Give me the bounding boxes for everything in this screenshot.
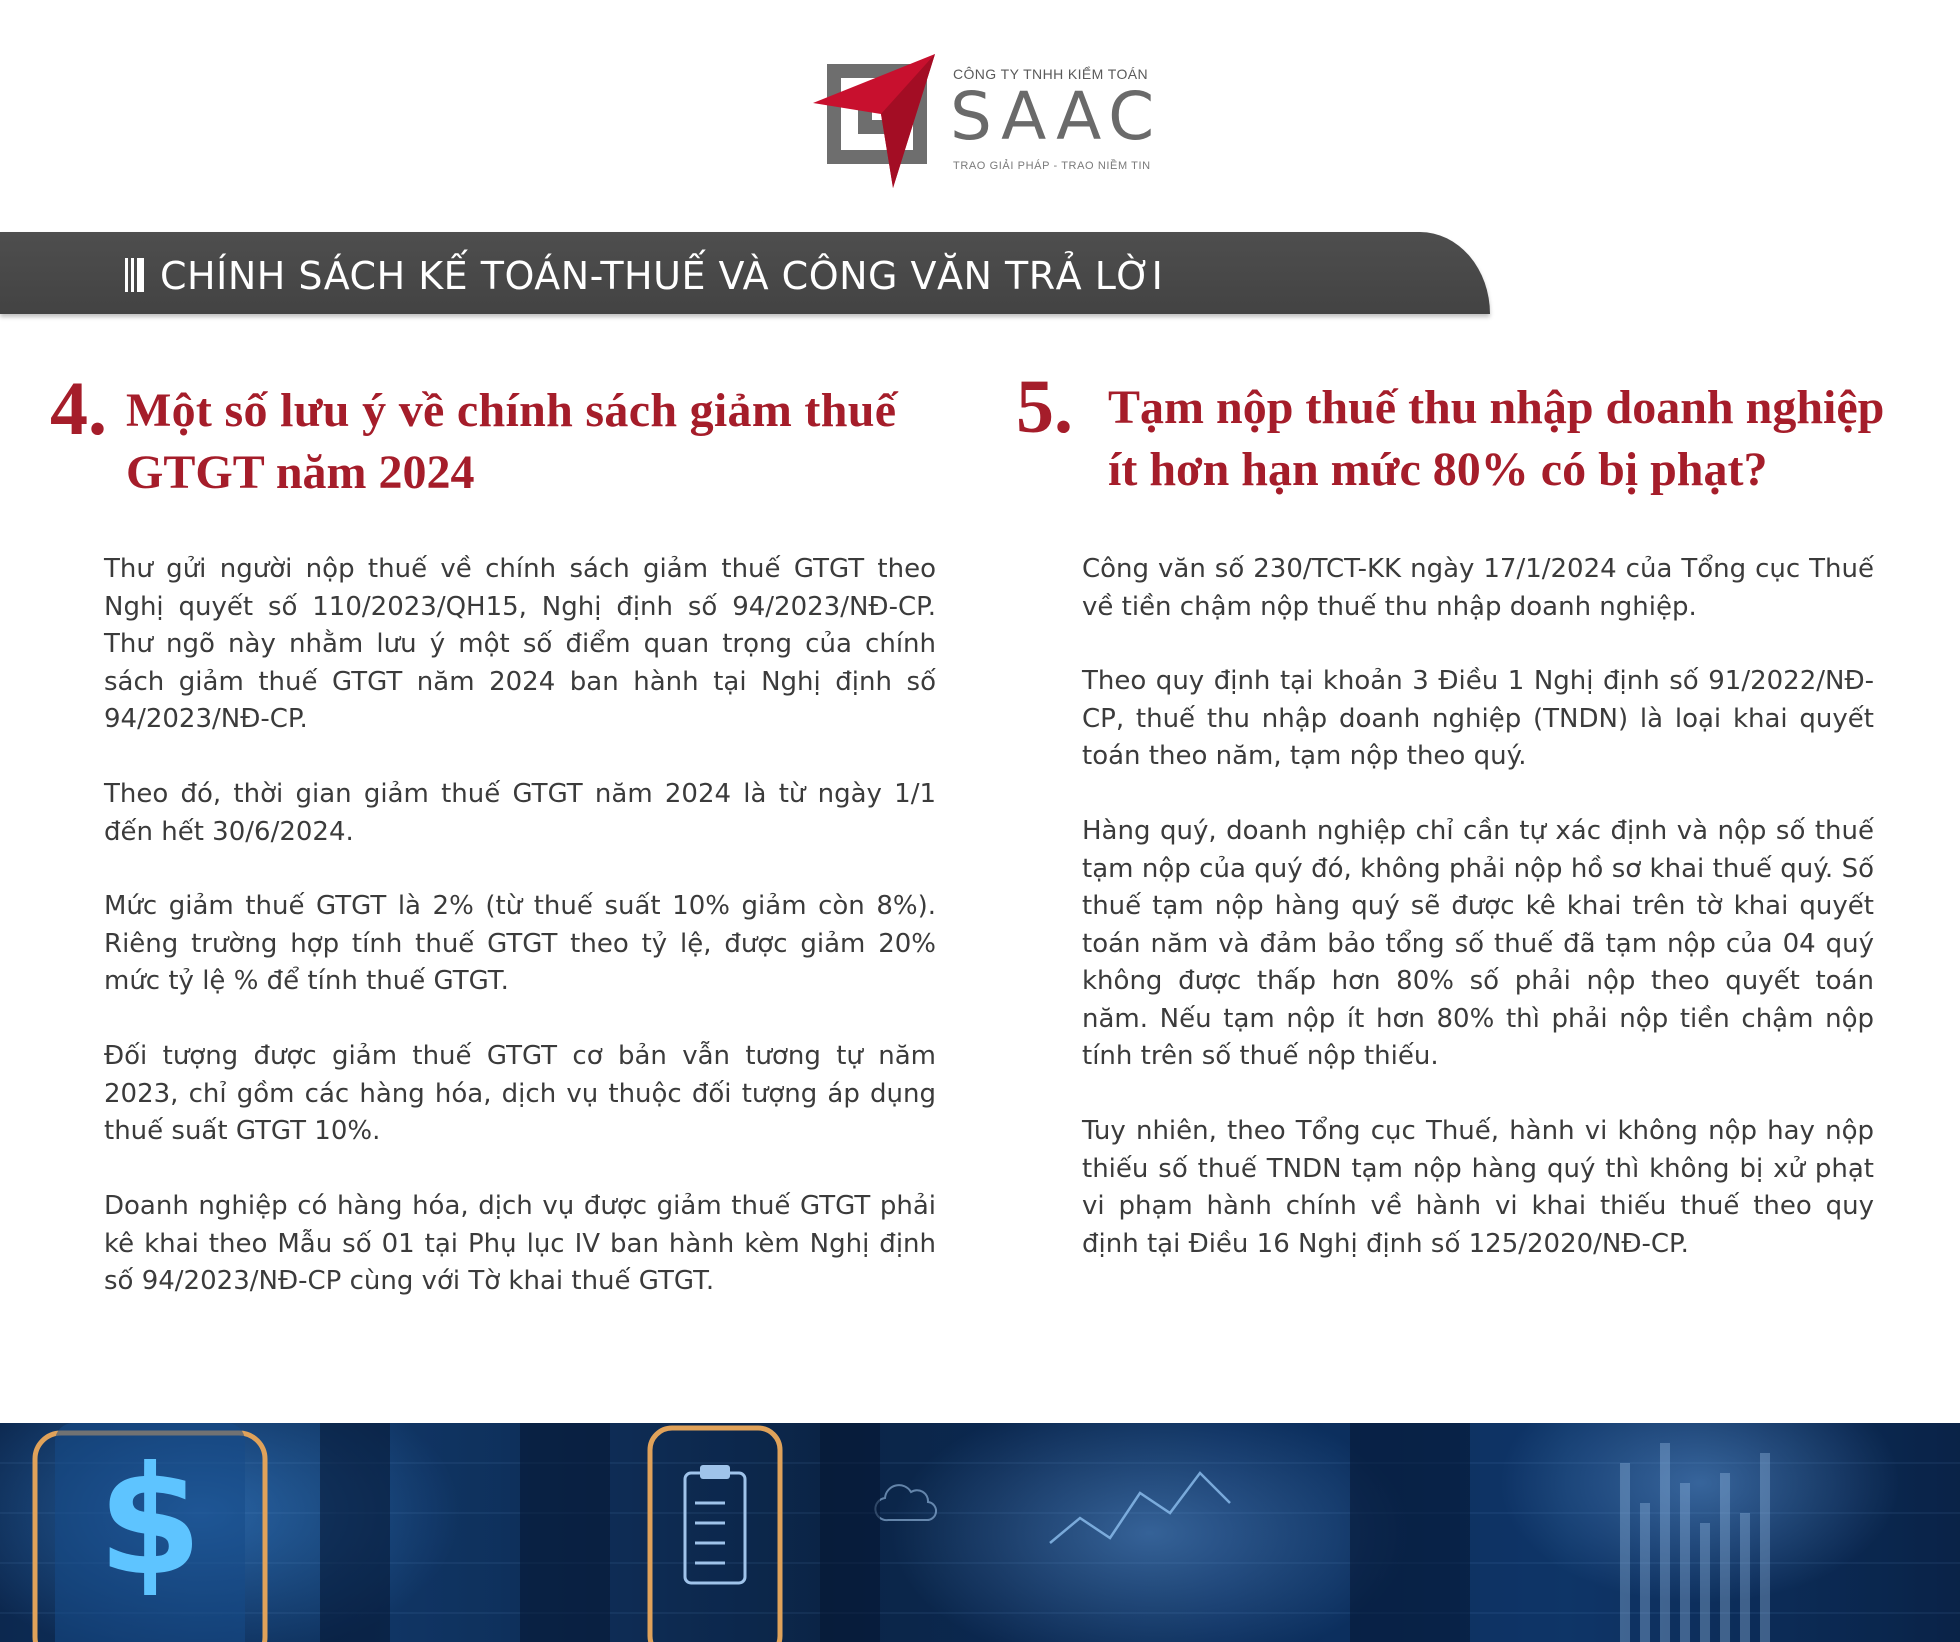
section-banner [0, 232, 1490, 314]
article-paragraph: Công văn số 230/TCT-KK ngày 17/1/2024 của Tổng cục Thuế về tiền chậm nộp thuế thu nhập doanh nghiệp. [1082, 554, 1874, 622]
article-paragraph: Theo quy định tại khoản 3 Điều 1 Nghị định số 91/2022/NĐ-CP, thuế thu nhập doanh nghiệp (TNDN) là loại khai quyết toán theo năm, tạm nộp theo quý. [1082, 666, 1874, 771]
brand-name: SAAC [950, 78, 1163, 155]
company-type-text: CÔNG TY TNHH KIỂM TOÁN [953, 66, 1148, 82]
svg-text:$: $ [97, 1435, 203, 1609]
article-title-line-2: ít hơn hạn mức 80% có bị phạt? [1108, 443, 1768, 496]
article-paragraph: Tuy nhiên, theo Tổng cục Thuế, hành vi không nộp hay nộp thiếu số thuế TNDN tạm nộp hàng quý thì không bị xử phạt vi phạm hành chính về hành vi khai thiếu thuế theo quy định tại Điều 16 Nghị định số 125/2020/NĐ-CP. [1082, 1116, 1874, 1259]
article-number: 4. [50, 367, 107, 451]
footer-illustration [0, 1423, 1960, 1642]
article-title-line-1: Một số lưu ý về chính sách giảm thuế [126, 384, 897, 437]
article-paragraph: Hàng quý, doanh nghiệp chỉ cần tự xác định và nộp số thuế tạm nộp của quý đó, không phải nộp hồ sơ khai thuế quý. Số thuế tạm nộp hàng quý sẽ được kê khai trên tờ khai quyết toán năm và đảm bảo tổng số thuế đã tạm nộp của 04 quý không được thấp hơn 80% số phải nộp theo quyết toán năm. Nếu tạm nộp ít hơn 80% thì phải nộp tiền chậm nộp tính trên số thuế nộp thiếu. [1082, 816, 1874, 1071]
company-logo [805, 50, 1165, 190]
triple-bar-icon [125, 258, 145, 292]
article-paragraph: Doanh nghiệp có hàng hóa, dịch vụ được giảm thuế GTGT phải kê khai theo Mẫu số 01 tại Phụ lục IV ban hành kèm Nghị định số 94/2023/NĐ-CP cùng với Tờ khai thuế GTGT. [104, 1191, 936, 1296]
article-paragraph: Đối tượng được giảm thuế GTGT cơ bản vẫn tương tự năm 2023, chỉ gồm các hàng hóa, dịch vụ thuộc đối tượng áp dụng thuế suất GTGT 10%. [104, 1041, 936, 1146]
article-paragraph: Theo đó, thời gian giảm thuế GTGT năm 2024 là từ ngày 1/1 đến hết 30/6/2024. [104, 779, 936, 847]
saac-logo-mark-icon [805, 50, 945, 190]
article-title-line-1: Tạm nộp thuế thu nhập doanh nghiệp [1108, 381, 1885, 434]
article-number: 5. [1016, 365, 1073, 449]
dollar-icon [35, 1423, 265, 1642]
article-paragraph: Thư gửi người nộp thuế về chính sách giảm thuế GTGT theo Nghị quyết số 110/2023/QH15, Nghị định số 94/2023/NĐ-CP. Thư ngõ này nhằm lưu ý một số điểm quan trọng của chính sách giảm thuế GTGT năm 2024 ban hành tại Nghị định số 94/2023/NĐ-CP. [104, 554, 936, 734]
footer-fintech-image [0, 1423, 1960, 1642]
article-title-line-2: GTGT năm 2024 [126, 446, 475, 499]
section-title: CHÍNH SÁCH KẾ TOÁN-THUẾ VÀ CÔNG VĂN TRẢ LỜI [160, 254, 1164, 298]
slogan-text: TRAO GIẢI PHÁP - TRAO NIỀM TIN [953, 160, 1151, 172]
article-paragraph: Mức giảm thuế GTGT là 2% (từ thuế suất 10% giảm còn 8%). Riêng trường hợp tính thuế GTGT theo tỷ lệ, được giảm 20% mức tỷ lệ % để tính thuế GTGT. [104, 891, 936, 996]
